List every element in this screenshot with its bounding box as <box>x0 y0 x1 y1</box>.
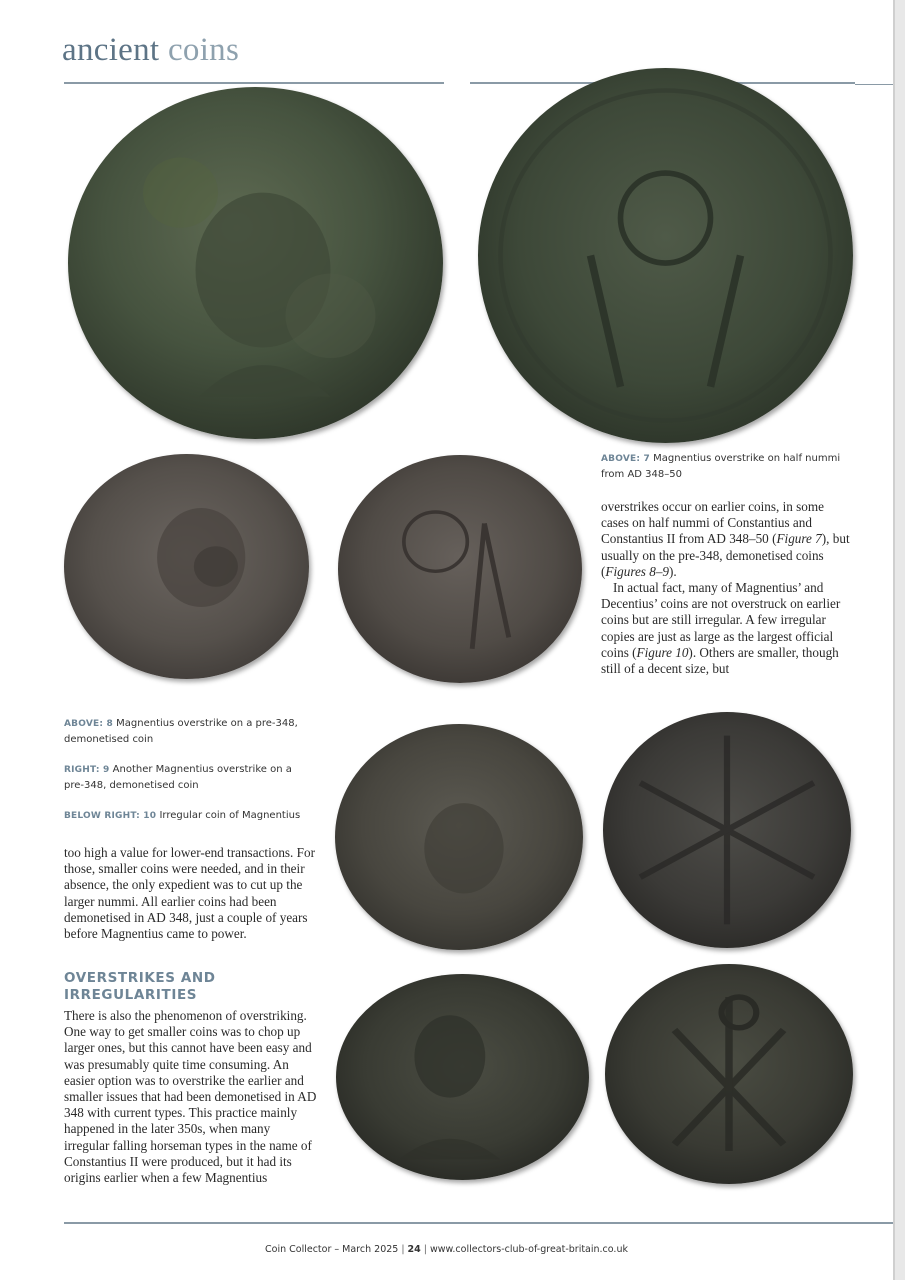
text-run: overstrikes occur on earlier coins, in some cases on half nummi of Constantius and Constantius II from AD 348–50 ( <box>601 499 825 547</box>
paragraph <box>601 580 851 677</box>
footer-rule <box>64 1222 893 1224</box>
caption-text: Magnentius overstrike on half nummi from AD 348–50 <box>601 453 841 480</box>
caption-label: BELOW RIGHT: 10 <box>64 811 157 821</box>
coin-fig9 <box>338 455 582 683</box>
paragraph: There is also the phenomenon of overstriking. One way to get smaller coins was to chop up larger ones, but this cannot have been easy and was presumably quite time consuming. An easier option was to overstrike the earlier and smaller issues that had been demonetised in AD 348 with current types. This practice mainly happened in the later 350s, when many irregular falling horseman types in the name of Constantius II were produced, but it had its origins earlier when a few Magnentius <box>64 1008 317 1186</box>
section-title-primary: ancient <box>62 32 160 68</box>
caption-label: ABOVE: 7 <box>601 454 650 464</box>
caption-text: Another Magnentius overstrike on a pre-348, demonetised coin <box>64 764 292 791</box>
caption-fig8 <box>64 716 314 747</box>
left-column-text-bottom <box>64 1008 317 1186</box>
coin-fig10-4 <box>605 964 853 1184</box>
coin-fig10-2 <box>603 712 851 948</box>
caption-label: RIGHT: 9 <box>64 765 110 775</box>
page-footer <box>0 1244 893 1255</box>
coin-fig10-1 <box>335 724 583 950</box>
header-rule-tail <box>855 84 893 85</box>
caption-text: Magnentius overstrike on a pre-348, demonetised coin <box>64 718 298 745</box>
paragraph: too high a value for lower-end transactions. For those, smaller coins were needed, and in their absence, the only expedient was to cut up the larger nummi. All earlier coins had been demonetised in AD 348, just a couple of years before Magnentius came to power. <box>64 845 315 942</box>
coin-fig7-reverse <box>478 68 853 443</box>
caption-text: Irregular coin of Magnentius <box>159 810 301 821</box>
section-title <box>62 32 239 69</box>
text-run: ), but usually on the pre-348, demonetised coins ( <box>601 531 850 579</box>
header-rule-left <box>64 82 444 84</box>
coin-fig8-obverse <box>64 454 309 679</box>
caption-fig10 <box>64 808 314 824</box>
page-number: 24 <box>407 1244 421 1255</box>
coin-fig7-obverse <box>68 87 443 439</box>
footer-separator: | <box>423 1244 427 1255</box>
section-title-secondary: coins <box>167 32 240 68</box>
text-run: ). <box>669 563 677 579</box>
figure-ref: Figure 7 <box>776 531 822 547</box>
coin-fig10-3 <box>336 974 589 1180</box>
paragraph <box>601 499 851 580</box>
magazine-name: Coin Collector – March 2025 <box>265 1244 399 1255</box>
right-column-text <box>601 499 851 677</box>
page-edge <box>893 0 905 1280</box>
caption-fig7 <box>601 451 851 482</box>
caption-label: ABOVE: 8 <box>64 719 113 729</box>
footer-separator: | <box>401 1244 405 1255</box>
left-column-text-top <box>64 845 317 942</box>
website-url: www.collectors-club-of-great-britain.co.uk <box>429 1244 628 1255</box>
figure-ref: Figure 10 <box>636 644 689 660</box>
section-heading: OVERSTRIKES AND IRREGULARITIES <box>64 970 216 1003</box>
text-run: In actual fact, many of Magnentius’ and Decentius’ coins are not overstruck on earlier coins but are still irregular. A few irregular copies are just as large as the largest official coins ( <box>601 580 841 660</box>
figure-ref: Figures 8–9 <box>605 563 670 579</box>
caption-fig9 <box>64 762 314 793</box>
text-run: ). Others are smaller, though still of a decent size, but <box>601 644 839 677</box>
